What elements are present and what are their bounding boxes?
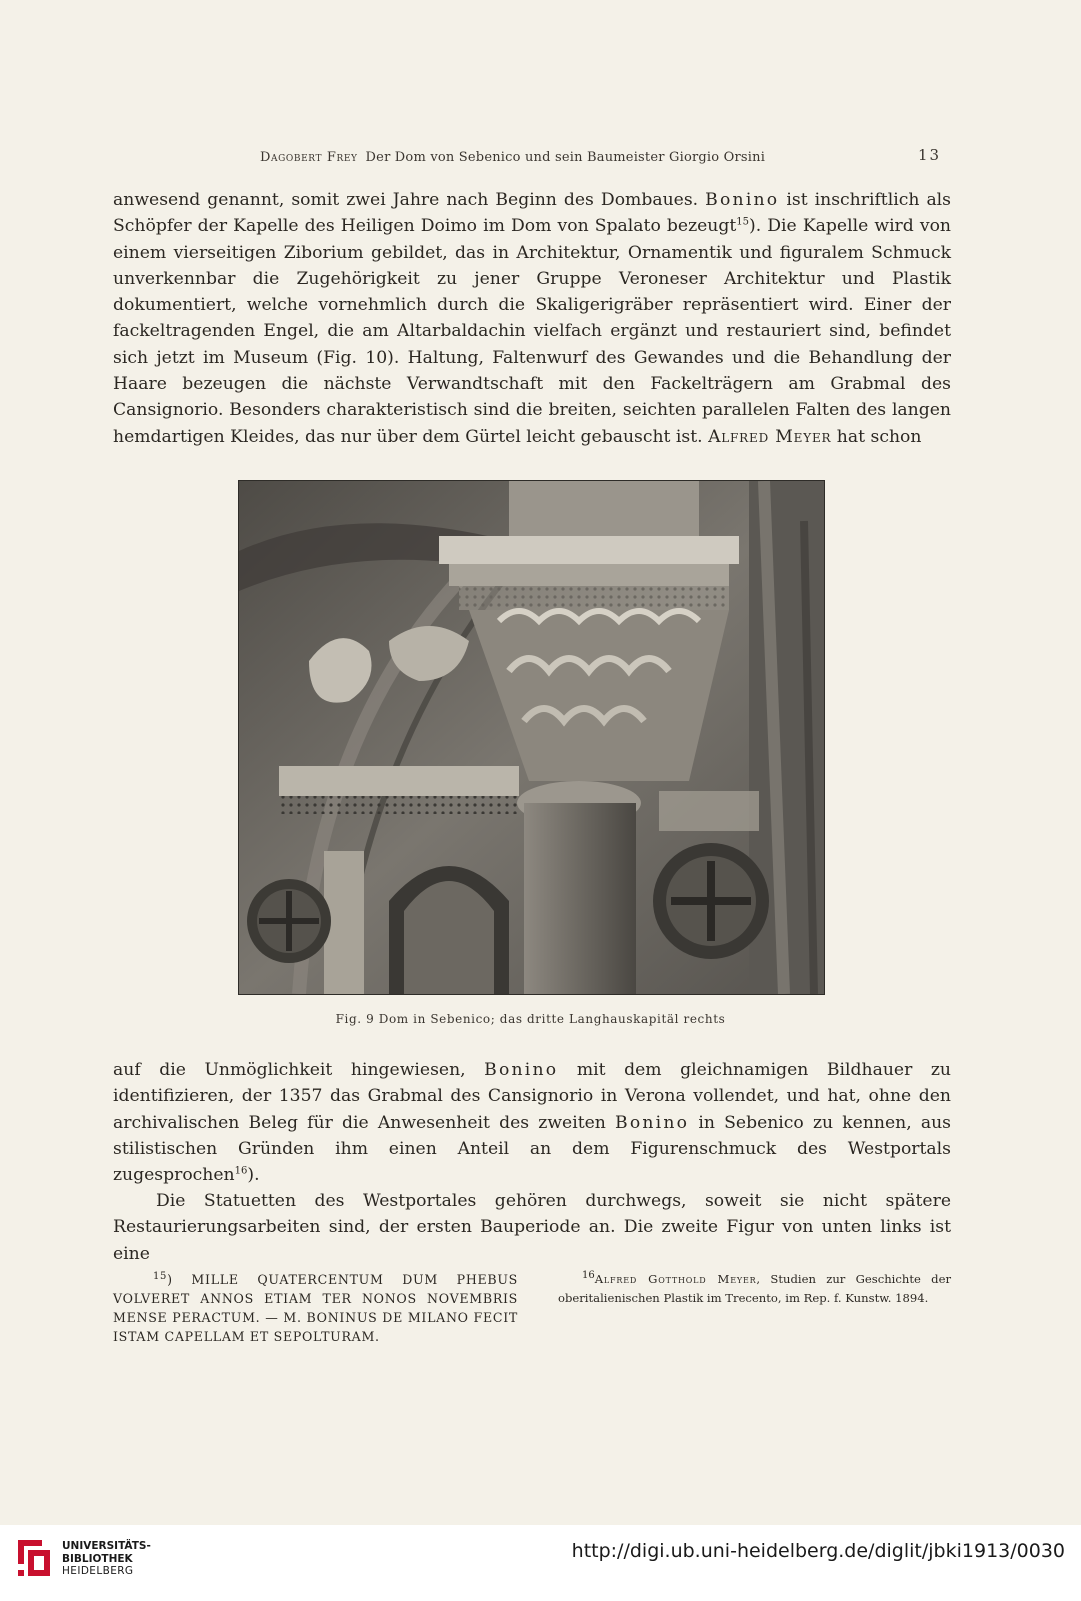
- footnote-15: [113, 1270, 518, 1346]
- name-bonino-3: Bonino: [615, 1112, 690, 1133]
- footnote-16-marker: 16: [582, 1270, 595, 1282]
- p1-text-b: ist inschriftlich als Schöpfer der Kapelle des Heiligen Doimo im Dom von Spalato bezeugt: [113, 190, 952, 237]
- footnote-ref-16[interactable]: 16: [234, 1165, 248, 1177]
- figure-9-photograph: [238, 480, 825, 995]
- capital-photo-illustration: [239, 481, 824, 994]
- running-head-author: Dagobert Frey: [260, 150, 358, 165]
- footnote-15-text: ) MILLE QUATERCENTUM DUM PHEBUS VOLVERET ANNOS ETIAM TER NONOS NOVEMBRIS MENSE PERACTUM. — M. BONINUS DE MILANO FECIT ISTAM CAPELLAM ET SEPOLTURAM.: [113, 1272, 518, 1344]
- p1-text-a: anwesend genannt, somit zwei Jahre nach Beginn des Dombaues.: [113, 190, 706, 210]
- footnote-16: [558, 1270, 951, 1308]
- p2-text-a: auf die Unmöglichkeit hingewiesen,: [113, 1060, 485, 1080]
- paragraph-3: [113, 1188, 951, 1267]
- p2-text-b: mit dem gleichnamigen Bildhauer zu identifizieren, der 1357 das Grabmal des Cansignorio in Verona vollendet, und hat, ohne den archivalischen Beleg für die Anwesenheit des zweiten: [113, 1060, 951, 1133]
- library-line-1: UNIVERSITÄTS-: [62, 1540, 151, 1552]
- library-line-2: BIBLIOTHEK: [62, 1552, 133, 1565]
- figure-caption: Fig. 9 Dom in Sebenico; das dritte Langhauskapitäl rechts: [335, 1012, 726, 1026]
- footer-bar: [0, 1525, 1081, 1601]
- p1-text-c: ). Die Kapelle wird von einem vierseitigen Ziborium gebildet, das in Architektur, Ornamentik und figuralem Schmuck unverkennbar die Zugehörigkeit zu jener Gruppe Veroneser Architektur und Plastik dokumentiert, welche vornehmlich durch die Skaligerigräber repräsentiert wird. Einer der fackeltragenden Engel, die am Altarbaldachin vielfach ergänzt und restauriert sind, befindet sich jetzt im Museum (Fig. 10). Haltung, Faltenwurf des Gewandes und die Behandlung der Haare bezeugen die nächste Verwandtschaft mit den Fackelträgern am Grabmal des Cansignorio. Besonders charakteristisch sind die breiten, seichten parallelen Falten des langen hemdartigen Kleides, das nur über dem Gürtel leicht gebauscht ist.: [113, 216, 952, 447]
- footnote-15-marker: 15: [153, 1270, 168, 1282]
- paragraph-1: [113, 187, 951, 450]
- running-head: [260, 150, 960, 165]
- p2-text-c: in Sebenico zu kennen, aus stilistischen Gründen ihm einen Anteil an dem Figurenschmuck des Westportals zugesprochen: [113, 1112, 951, 1186]
- name-bonino-2: Bonino: [484, 1060, 559, 1080]
- footnote-ref-15[interactable]: 15: [736, 216, 750, 228]
- university-library-logo-icon[interactable]: [14, 1536, 54, 1580]
- source-url-link[interactable]: http://digi.ub.uni-heidelberg.de/diglit/jbki1913/0030: [571, 1540, 1065, 1562]
- p3-text: Die Statuetten des Westportales gehören durchwegs, soweit sie nicht spätere Restaurierungsarbeiten sind, der ersten Bauperiode an. Die zweite Figur von unten links ist eine: [113, 1191, 951, 1264]
- footnote-16-author: Alfred Gotthold Meyer: [594, 1272, 757, 1286]
- paragraph-2: [113, 1057, 951, 1188]
- running-head-title: Der Dom von Sebenico und sein Baumeister Giorgio Orsini: [365, 150, 766, 165]
- library-name: [62, 1540, 151, 1578]
- name-alfred-meyer: Alfred Meyer: [708, 426, 832, 447]
- footnote-16-text: , Studien zur Geschichte der oberitalienischen Plastik im Trecento, im Rep. f. Kunstw. 1894.: [558, 1272, 951, 1305]
- p1-text-d: hat schon: [831, 426, 922, 447]
- p2-text-d: ).: [247, 1165, 260, 1186]
- name-bonino: Bonino: [705, 190, 780, 210]
- page-number: 13: [918, 146, 942, 164]
- library-line-3: HEIDELBERG: [62, 1565, 134, 1577]
